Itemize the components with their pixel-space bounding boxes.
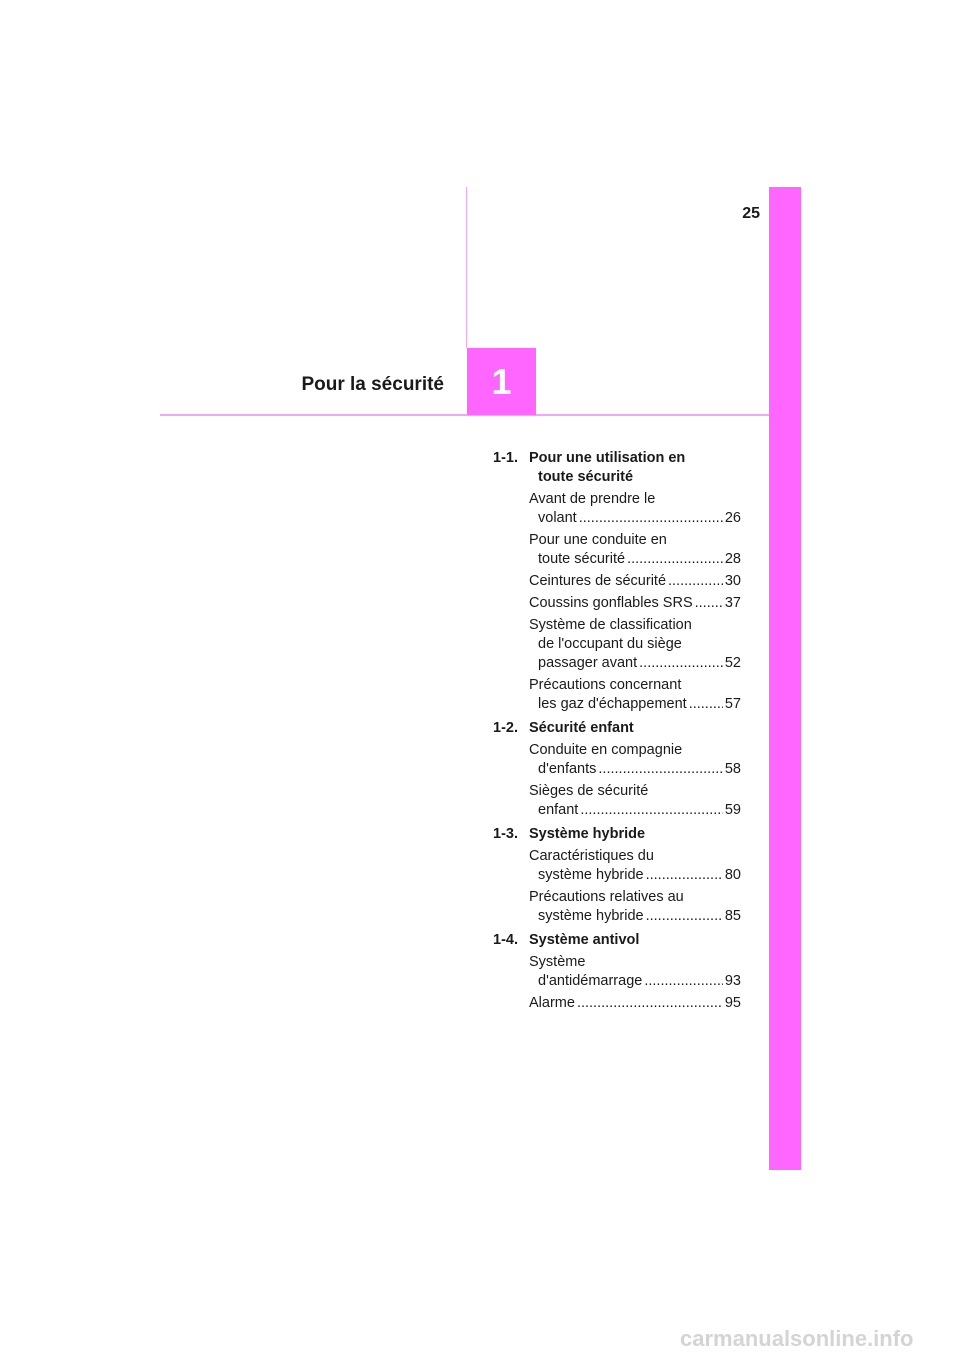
toc-entry[interactable] <box>529 616 741 673</box>
toc-section-heading[interactable] <box>493 449 741 487</box>
toc-section-title <box>529 719 741 738</box>
table-of-contents <box>493 449 741 1018</box>
toc-section-title-line: toute sécurité <box>538 469 634 485</box>
toc-page-number: 58 <box>724 761 741 777</box>
toc-entry[interactable] <box>529 782 741 820</box>
toc-entry-text: Caractéristiques du <box>529 848 654 864</box>
toc-leader-dots <box>695 594 723 613</box>
toc-leader-dots <box>644 972 723 991</box>
toc-entry-last-line <box>529 572 741 591</box>
toc-section-number: 1-3. <box>493 826 518 842</box>
toc-entry-text: Ceintures de sécurité <box>529 573 667 589</box>
toc-entry-text: système hybride <box>538 867 644 883</box>
toc-entry-line <box>529 490 741 509</box>
chapter-title: Pour la sécurité <box>301 374 444 395</box>
watermark: carmanualsonline.info <box>680 1326 914 1351</box>
toc-section-heading[interactable] <box>493 825 741 844</box>
toc-entry-last-line <box>529 695 741 714</box>
toc-page-number: 52 <box>724 655 741 671</box>
toc-entry-text: Avant de prendre le <box>529 491 656 507</box>
toc-page-number: 26 <box>724 510 741 526</box>
toc-entry-text: Système <box>529 954 586 970</box>
toc-section <box>493 449 741 714</box>
toc-section <box>493 931 741 1013</box>
toc-page-number: 37 <box>724 595 741 611</box>
toc-entry-text: Alarme <box>529 995 575 1011</box>
toc-section-title-line: Sécurité enfant <box>529 720 634 736</box>
toc-page-number: 57 <box>724 696 741 712</box>
vertical-rule <box>466 187 467 348</box>
toc-leader-dots <box>577 994 723 1013</box>
toc-entry-line <box>529 676 741 695</box>
toc-entry[interactable] <box>529 953 741 991</box>
toc-entry-text: système hybride <box>538 908 644 924</box>
horizontal-rule <box>160 414 769 416</box>
toc-page-number: 80 <box>724 867 741 883</box>
toc-leader-dots <box>668 572 723 591</box>
toc-entry-text: Système de classification <box>529 617 692 633</box>
chapter-number-box <box>467 348 536 415</box>
toc-entry-last-line <box>529 994 741 1013</box>
toc-page-number: 95 <box>724 995 741 1011</box>
toc-leader-dots <box>646 866 723 885</box>
toc-entry[interactable] <box>529 888 741 926</box>
toc-entry[interactable] <box>529 490 741 528</box>
toc-section <box>493 719 741 820</box>
toc-leader-dots <box>627 550 723 569</box>
toc-section-number: 1-4. <box>493 932 518 948</box>
toc-entry[interactable] <box>529 594 741 613</box>
toc-leader-dots <box>598 760 722 779</box>
toc-leader-dots <box>580 801 723 820</box>
toc-entry-last-line <box>529 907 741 926</box>
toc-entry-last-line <box>529 972 741 991</box>
toc-entry-text: toute sécurité <box>538 551 626 567</box>
toc-page-number: 85 <box>724 908 741 924</box>
toc-entry-text: Précautions relatives au <box>529 889 684 905</box>
toc-entry-text: de l'occupant du siège <box>538 636 682 652</box>
toc-page-number: 30 <box>724 573 741 589</box>
toc-page-number: 59 <box>724 802 741 818</box>
toc-entry-text: d'enfants <box>538 761 597 777</box>
toc-entry-text: Coussins gonflables SRS <box>529 595 693 611</box>
chapter-side-tab <box>769 187 801 1170</box>
toc-entry-line <box>529 635 741 654</box>
toc-entry-last-line <box>529 594 741 613</box>
toc-page-number: 28 <box>724 551 741 567</box>
toc-section-title-line: Système hybride <box>529 826 646 842</box>
toc-section <box>493 825 741 926</box>
toc-entry-text: volant <box>538 510 577 526</box>
toc-section-heading[interactable] <box>493 719 741 738</box>
toc-entry-text: Pour une conduite en <box>529 532 667 548</box>
toc-entry-text: Précautions concernant <box>529 677 682 693</box>
toc-leader-dots <box>639 654 723 673</box>
toc-entry[interactable] <box>529 741 741 779</box>
toc-section-title <box>529 931 741 950</box>
toc-entry-text: Conduite en compagnie <box>529 742 683 758</box>
toc-entry[interactable] <box>529 994 741 1013</box>
toc-entry-last-line <box>529 866 741 885</box>
toc-entry-text: enfant <box>538 802 579 818</box>
toc-entry-last-line <box>529 760 741 779</box>
toc-entry-last-line <box>529 654 741 673</box>
toc-entry-line <box>529 888 741 907</box>
chapter-number: 1 <box>491 360 512 402</box>
toc-entry-text: passager avant <box>538 655 638 671</box>
toc-section-title-line: Pour une utilisation en <box>529 450 686 466</box>
toc-section-number: 1-1. <box>493 450 518 466</box>
toc-entry-last-line <box>529 509 741 528</box>
toc-page-number: 93 <box>724 973 741 989</box>
toc-entry-line <box>529 782 741 801</box>
toc-entry-text: Sièges de sécurité <box>529 783 649 799</box>
toc-leader-dots <box>579 509 723 528</box>
toc-section-number: 1-2. <box>493 720 518 736</box>
toc-section-title-line: Système antivol <box>529 932 640 948</box>
toc-section-title <box>529 825 741 844</box>
toc-entry-text: d'antidémarrage <box>538 973 643 989</box>
toc-entry[interactable] <box>529 676 741 714</box>
toc-entry-text: les gaz d'échappement <box>538 696 687 712</box>
toc-section-title <box>529 449 741 487</box>
toc-entry-line <box>529 847 741 866</box>
toc-leader-dots <box>646 907 723 926</box>
toc-leader-dots <box>689 695 723 714</box>
toc-entry-line <box>529 953 741 972</box>
toc-section-heading[interactable] <box>493 931 741 950</box>
toc-entry[interactable] <box>529 531 741 569</box>
toc-entry-line <box>529 741 741 760</box>
toc-entry-line <box>529 616 741 635</box>
toc-entry[interactable] <box>529 847 741 885</box>
page-number: 25 <box>742 205 760 222</box>
toc-entry-last-line <box>529 801 741 820</box>
toc-entry[interactable] <box>529 572 741 591</box>
toc-entry-last-line <box>529 550 741 569</box>
toc-entry-line <box>529 531 741 550</box>
